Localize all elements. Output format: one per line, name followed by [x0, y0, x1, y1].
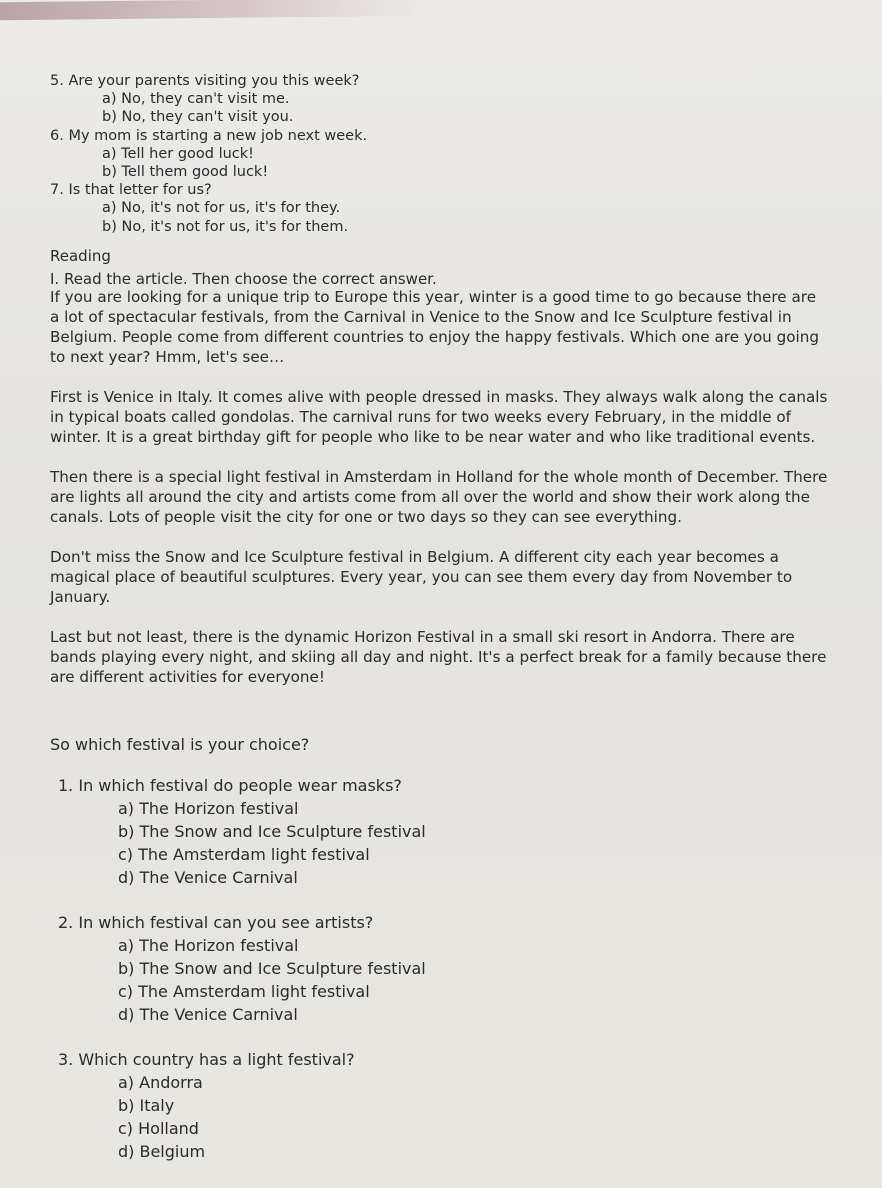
- article-paragraph: Last but not least, there is the dynamic Horizon Festival in a small ski resort in Andorra. There are bands playing every night, and skiing all day and night. It's a perfect break for a family because there are different activities for everyone!: [50, 628, 827, 686]
- answer-option: b) Tell them good luck!: [102, 164, 269, 181]
- article-paragraph: Don't miss the Snow and Ice Sculpture festival in Belgium. A different city each year becomes a magical place of beautiful sculptures. Every year, you can see them every day from November to January.: [50, 548, 793, 606]
- answer-option: b) No, they can't visit you.: [102, 109, 294, 126]
- answer-option: a) Tell her good luck!: [102, 145, 254, 162]
- grammar-questions: [50, 72, 870, 236]
- answer-option: a) The Horizon festival: [118, 799, 299, 818]
- section-heading: Reading: [50, 247, 111, 265]
- reading-instruction: I. Read the article. Then choose the correct answer.: [50, 270, 437, 288]
- question-block: [50, 181, 870, 236]
- article-paragraph: First is Venice in Italy. It comes alive with people dressed in masks. They always walk along the canals in typical boats called gondolas. The carnival runs for two weeks every February, in the middle of winter. It is a great birthday gift for people who like to be near water and who like traditional events.: [50, 388, 828, 446]
- question-text: 5. Are your parents visiting you this week?: [50, 73, 360, 89]
- answer-option: d) Belgium: [118, 1142, 206, 1161]
- question-block: [58, 1048, 758, 1163]
- answer-option: b) No, it's not for us, it's for them.: [102, 218, 349, 235]
- answer-option: b) Italy: [118, 1096, 175, 1115]
- answer-option: c) Holland: [118, 1119, 199, 1138]
- top-color-strip: [0, 0, 420, 20]
- closing-question: So which festival is your choice?: [50, 735, 310, 754]
- comprehension-questions: [58, 774, 758, 1163]
- answer-option: b) The Snow and Ice Sculpture festival: [118, 959, 426, 978]
- answer-option: b) The Snow and Ice Sculpture festival: [118, 822, 426, 841]
- answer-option: a) No, it's not for us, it's for they.: [102, 200, 341, 217]
- question-block: [58, 911, 758, 1026]
- question-block: [58, 774, 758, 889]
- question-block: [50, 72, 870, 127]
- question-text: 2. In which festival can you see artists?: [58, 913, 374, 932]
- answer-option: c) The Amsterdam light festival: [118, 982, 370, 1001]
- article-paragraph: Then there is a special light festival in Amsterdam in Holland for the whole month of December. There are lights all around the city and artists come from all over the world and show their work along the canals. Lots of people visit the city for one or two days so they can see everything.: [50, 468, 828, 526]
- question-text: 3. Which country has a light festival?: [58, 1050, 355, 1069]
- article-paragraph: If you are looking for a unique trip to Europe this year, winter is a good time to go because there are a lot of spectacular festivals, from the Carnival in Venice to the Snow and Ice Sculpture festival in Belgium. People come from different countries to enjoy the happy festivals. Which one are you going to next year? Hmm, let's see…: [50, 288, 820, 366]
- answer-option: a) No, they can't visit me.: [102, 91, 290, 108]
- question-text: 1. In which festival do people wear masks?: [58, 776, 402, 795]
- answer-option: a) Andorra: [118, 1073, 203, 1092]
- question-text: 6. My mom is starting a new job next week.: [50, 127, 368, 144]
- article-text: [50, 287, 830, 687]
- answer-option: c) The Amsterdam light festival: [118, 845, 370, 864]
- question-text: 7. Is that letter for us?: [50, 182, 212, 199]
- answer-option: d) The Venice Carnival: [118, 1005, 298, 1024]
- answer-option: a) The Horizon festival: [118, 936, 299, 955]
- question-block: [50, 127, 870, 182]
- answer-option: d) The Venice Carnival: [118, 868, 298, 887]
